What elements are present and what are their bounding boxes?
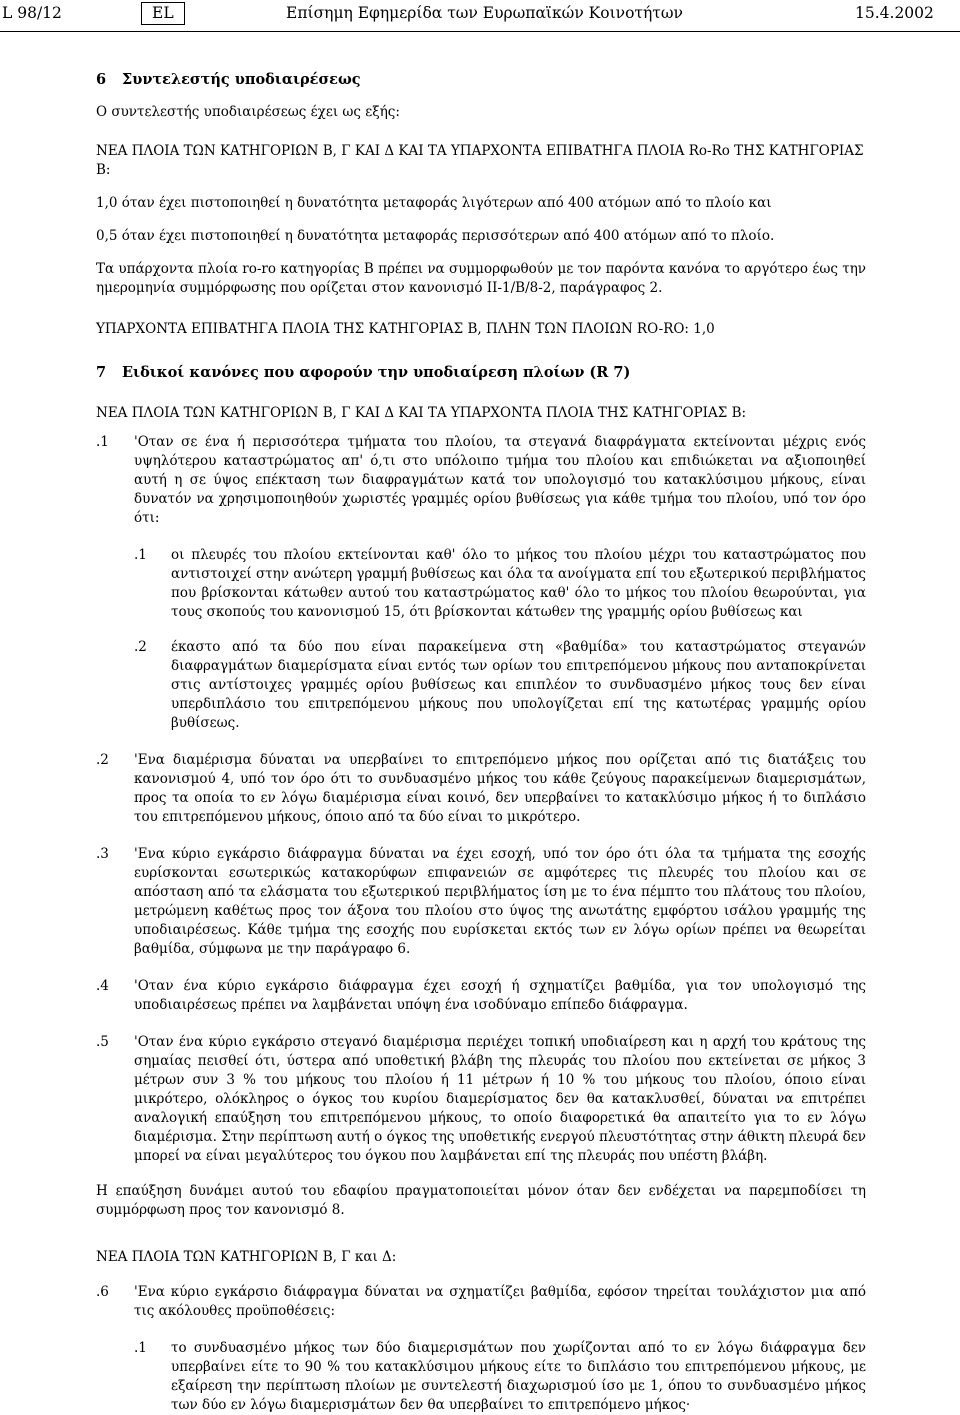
paragraph: Η επαύξηση δυνάμει αυτού του εδαφίου πραγματοποιείται μόνον όταν δεν ενδέχεται να παρεμποδίσει τη συμμόρφωση προς τον κανονισμό 8. bbox=[96, 1183, 866, 1218]
page-header bbox=[0, 0, 960, 28]
document-body bbox=[96, 70, 866, 1415]
subheading: ΝΕΑ ΠΛΟΙΑ ΤΩΝ ΚΑΤΗΓΟΡΙΩΝ Β, Γ ΚΑΙ Δ ΚΑΙ ΤΑ ΥΠΑΡΧΟΝΤΑ ΠΛΟΙΑ ΤΗΣ ΚΑΤΗΓΟΡΙΑΣ Β: bbox=[96, 405, 747, 421]
subheading: ΝΕΑ ΠΛΟΙΑ ΤΩΝ ΚΑΤΗΓΟΡΙΩΝ Β, Γ και Δ: bbox=[96, 1249, 397, 1265]
list-item bbox=[96, 433, 866, 528]
item-number: .4 bbox=[96, 978, 109, 994]
item-number: .5 bbox=[96, 1034, 109, 1050]
sub-item bbox=[134, 1339, 866, 1415]
paragraph: Ο συντελεστής υποδιαιρέσεως έχει ως εξής: bbox=[96, 104, 400, 120]
item-text: 'Ενα διαμέρισμα δύναται να υπερβαίνει το επιτρεπόμενο μήκος που ορίζεται από τις διατάξεις του κανονισμού 4, υπό τον όρο ότι το συνδυασμένο μήκος του κάθε ζεύγους παρακείμενων διαμερισμάτων, προς τα οποία το εν λόγω διαμέρισμα είναι κοινό, δεν υπερβαίνει το κατακλύσιμο μήκος ή το διπλάσιο του επιτρεπόμενου μήκους, όποιο από τα δύο είναι το μικρότερο. bbox=[134, 752, 866, 825]
item-number: .6 bbox=[96, 1284, 109, 1300]
section-title: Ειδικοί κανόνες που αφορούν την υποδιαίρεση πλοίων (R 7) bbox=[122, 364, 631, 381]
paragraph: ΥΠΑΡΧΟΝΤΑ ΕΠΙΒΑΤΗΓΑ ΠΛΟΙΑ ΤΗΣ ΚΑΤΗΓΟΡΙΑΣ Β, ΠΛΗΝ ΤΩΝ ΠΛΟΙΩΝ RO-RO: 1,0 bbox=[96, 321, 715, 337]
section-number: 7 bbox=[96, 364, 107, 381]
list-item bbox=[96, 845, 866, 959]
item-text: 'Ενα κύριο εγκάρσιο διάφραγμα δύναται να σχηματίζει βαθμίδα, εφόσον τηρείται τουλάχιστον μια από τις ακόλουθες προϋποθέσεις: bbox=[134, 1284, 866, 1319]
item-number: .1 bbox=[134, 547, 147, 563]
item-number: .2 bbox=[96, 752, 109, 768]
list-item bbox=[96, 977, 866, 1015]
language-badge: EL bbox=[141, 2, 185, 25]
publication-date: 15.4.2002 bbox=[855, 4, 934, 22]
list-item bbox=[96, 1283, 866, 1321]
section-7-heading bbox=[96, 363, 866, 382]
item-number: .1 bbox=[96, 434, 109, 450]
item-number: .2 bbox=[134, 639, 147, 655]
item-text: 'Οταν ένα κύριο εγκάρσιο στεγανό διαμέρισμα περιέχει τοπική υποδιαίρεση και η αρχή του κράτους της σημαίας πεισθεί ότι, ύστερα από υποθετική βλάβη της πλευράς του πλοίου που εκτείνεται σε μήκος 3 μέτρων συν 3 % του μήκους του πλοίου ή 11 μέτρων ή 10 % του μήκους του πλοίου, όποιο είναι μικρότερο, ολόκληρος ο όγκος του κυρίου διαμερίσματος δεν θα κατακλυσθεί, δύναται να επιτρέπει αναλογική επαύξηση του επιτρεπόμενου μήκους, το οποίο διαφορετικά θα απαιτείτο για το εν λόγω διαμέρισμα. Στην περίπτωση αυτή ο όγκος της υποθετικής ενεργού πλευστότητας στην άθικτη πλευρά δεν μπορεί να είναι μεγαλύτερος του όγκου που λαμβάνεται επί της πλευράς που υπέστη βλάβη. bbox=[134, 1034, 866, 1164]
item-text: 'Οταν ένα κύριο εγκάρσιο διάφραγμα έχει εσοχή ή σχηματίζει βαθμίδα, για τον υπολογισμό της υποδιαιρέσεως πρέπει να λαμβάνεται υπόψη ένα ισοδύναμο επίπεδο διάφραγμα. bbox=[134, 978, 866, 1013]
item-number: .1 bbox=[134, 1340, 147, 1356]
item-number: .3 bbox=[96, 846, 109, 862]
item-text: έκαστο από τα δύο που είναι παρακείμενα στη «βαθμίδα» του καταστρώματος στεγανών διαφραγμάτων διαμερίσματα είναι εντός των ορίων του επιτρεπόμενου μήκους που ανταποκρίνεται στις αντίστοιχες γραμμές ορίου βυθίσεως και επιπλέον το συνδυασμένο μήκος τους δεν είναι υπερδιπλάσιο του επιτρεπόμενου μήκους που υπολογίζεται επί της κατωτέρας γραμμής ορίου βυθίσεως. bbox=[171, 639, 866, 731]
paragraph: Τα υπάρχοντα πλοία ro-ro κατηγορίας Β πρέπει να συμμορφωθούν με τον παρόντα κανόνα το αργότερο έως την ημερομηνία συμμόρφωσης που ορίζεται στον κανονισμό II-1/B/8-2, παράγραφος 2. bbox=[96, 261, 866, 296]
item-text: οι πλευρές του πλοίου εκτείνονται καθ' όλο το μήκος του πλοίου μέχρι του καταστρώματος που αντιστοιχεί στην ανώτερη γραμμή βυθίσεως και όλα τα ανοίγματα επί του εξωτερικού περιβλήματος που βρίσκονται κάτωθεν αυτού του καταστρώματος καθ' όλο το μήκος του πλοίου θεωρούνται, για τους σκοπούς του κανονισμού 15, ότι βρίσκονται κάτωθεν της γραμμής ορίου βυθίσεως και bbox=[171, 547, 866, 620]
section-6-heading bbox=[96, 70, 866, 89]
list-item bbox=[96, 1033, 866, 1166]
item-text: 'Οταν σε ένα ή περισσότερα τμήματα του πλοίου, τα στεγανά διαφράγματα εκτείνονται μέχρις ενός υψηλότερου καταστρώματος απ' ό,τι στο υπόλοιπο τμήμα του πλοίου και επιδιώκεται να αξιοποιηθεί αυτή η σε ύψος επέκταση των διαφραγμάτων κατά τον υπολογισμό του κατακλύσιμου μήκους, είναι δυνατόν να χρησιμοποιηθούν χωριστές γραμμές ορίου βυθίσεως για κάθε τμήμα του πλοίου, υπό τον όρο ότι: bbox=[134, 434, 866, 526]
section-number: 6 bbox=[96, 71, 107, 88]
paragraph: 0,5 όταν έχει πιστοποιηθεί η δυνατότητα μεταφοράς περισσότερων από 400 ατόμων από το πλοίο. bbox=[96, 228, 775, 244]
header-divider bbox=[0, 31, 960, 32]
subheading: ΝΕΑ ΠΛΟΙΑ ΤΩΝ ΚΑΤΗΓΟΡΙΩΝ Β, Γ ΚΑΙ Δ ΚΑΙ ΤΑ ΥΠΑΡΧΟΝΤΑ ΕΠΙΒΑΤΗΓΑ ΠΛΟΙΑ Ro-Ro ΤΗΣ ΚΑΤΗΓΟΡΙΑΣ Β: bbox=[96, 143, 864, 178]
item-text: το συνδυασμένο μήκος των δύο διαμερισμάτων που χωρίζονται από το εν λόγω διάφραγμα δεν υπερβαίνει είτε το 90 % του κατακλύσιμου μήκους είτε το διπλάσιο του επιτρεπόμενου μήκους, με εξαίρεση την περίπτωση πλοίων με συντελεστή διαχωρισμού ίσο με 1, όπου το συνδυασμένο μήκος των δύο εν λόγω διαμερισμάτων δεν θα υπερβαίνει το επιτρεπόμενο μήκος· bbox=[171, 1340, 866, 1413]
item-text: 'Ενα κύριο εγκάρσιο διάφραγμα δύναται να έχει εσοχή, υπό τον όρο ότι όλα τα τμήματα της εσοχής ευρίσκονται εσωτερικώς κατακορύφων επιφανειών σε αμφότερες τις πλευρές του πλοίου και σε απόσταση από τα ελάσματα του εξωτερικού περιβλήματος ίση με το ένα πέμπτο του πλάτους του πλοίου, μετρώμενη καθέτως προς τον άξονα του πλοίου στο ύψος της ανωτάτης εμφόρτου ισάλου γραμμής της υποδιαιρέσεως. Κάθε τμήμα της εσοχής που ευρίσκεται εκτός των εν λόγω ορίων πρέπει να θεωρείται βαθμίδα, σύμφωνα με την παράγραφο 6. bbox=[134, 846, 866, 957]
sub-item bbox=[134, 546, 866, 622]
journal-title: Επίσημη Εφημερίδα των Ευρωπαϊκών Κοινοτήτων bbox=[286, 4, 683, 22]
paragraph: 1,0 όταν έχει πιστοποιηθεί η δυνατότητα μεταφοράς λιγότερων από 400 ατόμων από το πλοίο και bbox=[96, 195, 772, 211]
page-reference: L 98/12 bbox=[2, 4, 62, 22]
section-title: Συντελεστής υποδιαιρέσεως bbox=[122, 71, 361, 88]
list-item bbox=[96, 751, 866, 827]
sub-item bbox=[134, 638, 866, 733]
